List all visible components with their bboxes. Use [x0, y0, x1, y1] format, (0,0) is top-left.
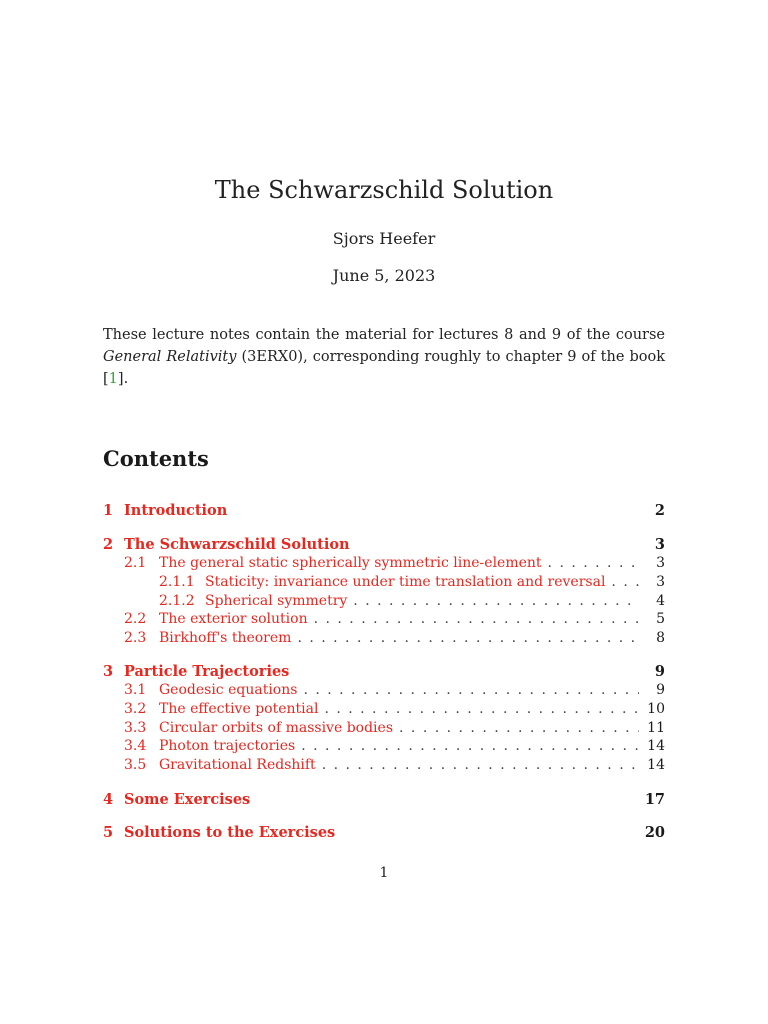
toc-page: 3: [656, 555, 665, 571]
toc-section-some-exercises[interactable]: [103, 791, 665, 810]
toc-leader-dots: [301, 738, 639, 754]
toc-section-schwarzschild-solution[interactable]: [103, 536, 665, 555]
toc-leader-dots: [548, 555, 639, 571]
toc-section-particle-trajectories[interactable]: [103, 663, 665, 682]
abstract-text-2: (3ERX0), corresponding roughly to chapter 9 of the book [: [103, 349, 665, 387]
course-name: General Relativity: [103, 349, 237, 365]
toc-section-introduction[interactable]: [103, 502, 665, 521]
toc-subsection-exterior-solution[interactable]: [103, 611, 665, 630]
toc-subsection-line-element[interactable]: [103, 555, 665, 574]
toc-subsubsection-spherical-symmetry[interactable]: [103, 593, 665, 612]
toc-subsection-gravitational-redshift[interactable]: [103, 757, 665, 776]
toc-subsection-photon-trajectories[interactable]: [103, 738, 665, 757]
toc-label[interactable]: The effective potential: [159, 701, 319, 717]
toc-label[interactable]: Birkhoff's theorem: [159, 630, 292, 646]
abstract: [103, 324, 665, 390]
toc-page: 20: [644, 824, 665, 841]
toc-number: 3.3: [124, 720, 147, 736]
toc-page: 11: [647, 720, 665, 736]
toc-label[interactable]: The exterior solution: [159, 611, 308, 627]
page-number: 1: [379, 865, 389, 881]
toc-subsection-birkhoff-theorem[interactable]: [103, 630, 665, 649]
toc-page: 17: [644, 791, 665, 808]
toc-label[interactable]: The Schwarzschild Solution: [124, 536, 350, 553]
toc-number: 2.2: [124, 611, 147, 627]
document-author: Sjors Heefer: [332, 229, 436, 248]
toc-leader-dots: [324, 701, 639, 717]
toc-page: 9: [654, 663, 665, 680]
toc-number: 2.1: [124, 555, 147, 571]
toc-leader-dots: [322, 757, 639, 773]
toc-number: 5: [103, 824, 114, 841]
toc-page: 8: [656, 630, 665, 646]
toc-number: 3.5: [124, 757, 147, 773]
toc-label[interactable]: Introduction: [124, 502, 228, 519]
toc-leader-dots: [611, 574, 639, 590]
toc-leader-dots: [314, 611, 639, 627]
toc-label[interactable]: Staticity: invariance under time translation and reversal: [205, 574, 606, 590]
toc-subsubsection-staticity[interactable]: [103, 574, 665, 593]
contents-heading: Contents: [103, 446, 209, 471]
toc-leader-dots: [399, 720, 639, 736]
toc-number: 3.1: [124, 682, 147, 698]
toc-page: 5: [656, 611, 665, 627]
toc-page: 3: [656, 574, 665, 590]
toc-subsection-geodesic-equations[interactable]: [103, 682, 665, 701]
toc-number: 4: [103, 791, 114, 808]
toc-leader-dots: [303, 682, 639, 698]
toc-page: 10: [647, 701, 665, 717]
toc-number: 3: [103, 663, 114, 680]
toc-page: 3: [654, 536, 665, 553]
toc-page: 9: [656, 682, 665, 698]
toc-leader-dots: [353, 593, 639, 609]
toc-leader-dots: [297, 630, 639, 646]
document-title: The Schwarzschild Solution: [214, 176, 554, 204]
toc-page: 14: [647, 738, 665, 754]
toc-label[interactable]: Circular orbits of massive bodies: [159, 720, 394, 736]
toc-page: 4: [656, 593, 665, 609]
toc-label[interactable]: Photon trajectories: [159, 738, 296, 754]
document-date: June 5, 2023: [332, 266, 436, 285]
toc-number: 2.1.1: [159, 574, 195, 590]
toc-page: 2: [654, 502, 665, 519]
toc-number: 2: [103, 536, 114, 553]
toc-label[interactable]: Some Exercises: [124, 791, 251, 808]
toc-page: 14: [647, 757, 665, 773]
toc-label[interactable]: Geodesic equations: [159, 682, 298, 698]
citation-link[interactable]: 1: [108, 371, 118, 387]
toc-subsection-circular-orbits[interactable]: [103, 720, 665, 739]
toc-number: 3.2: [124, 701, 147, 717]
toc-label[interactable]: The general static spherically symmetric line-element: [159, 555, 542, 571]
toc-label[interactable]: Particle Trajectories: [124, 663, 290, 680]
toc-subsection-effective-potential[interactable]: [103, 701, 665, 720]
toc-label[interactable]: Solutions to the Exercises: [124, 824, 336, 841]
toc-number: 1: [103, 502, 114, 519]
abstract-text-1: These lecture notes contain the material for lectures 8 and 9 of the course: [103, 327, 665, 343]
toc-number: 2.3: [124, 630, 147, 646]
toc-label[interactable]: Gravitational Redshift: [159, 757, 316, 773]
toc-number: 2.1.2: [159, 593, 195, 609]
abstract-text-end: ].: [117, 371, 129, 387]
toc-number: 3.4: [124, 738, 147, 754]
toc-label[interactable]: Spherical symmetry: [205, 593, 348, 609]
toc-section-solutions[interactable]: [103, 824, 665, 843]
